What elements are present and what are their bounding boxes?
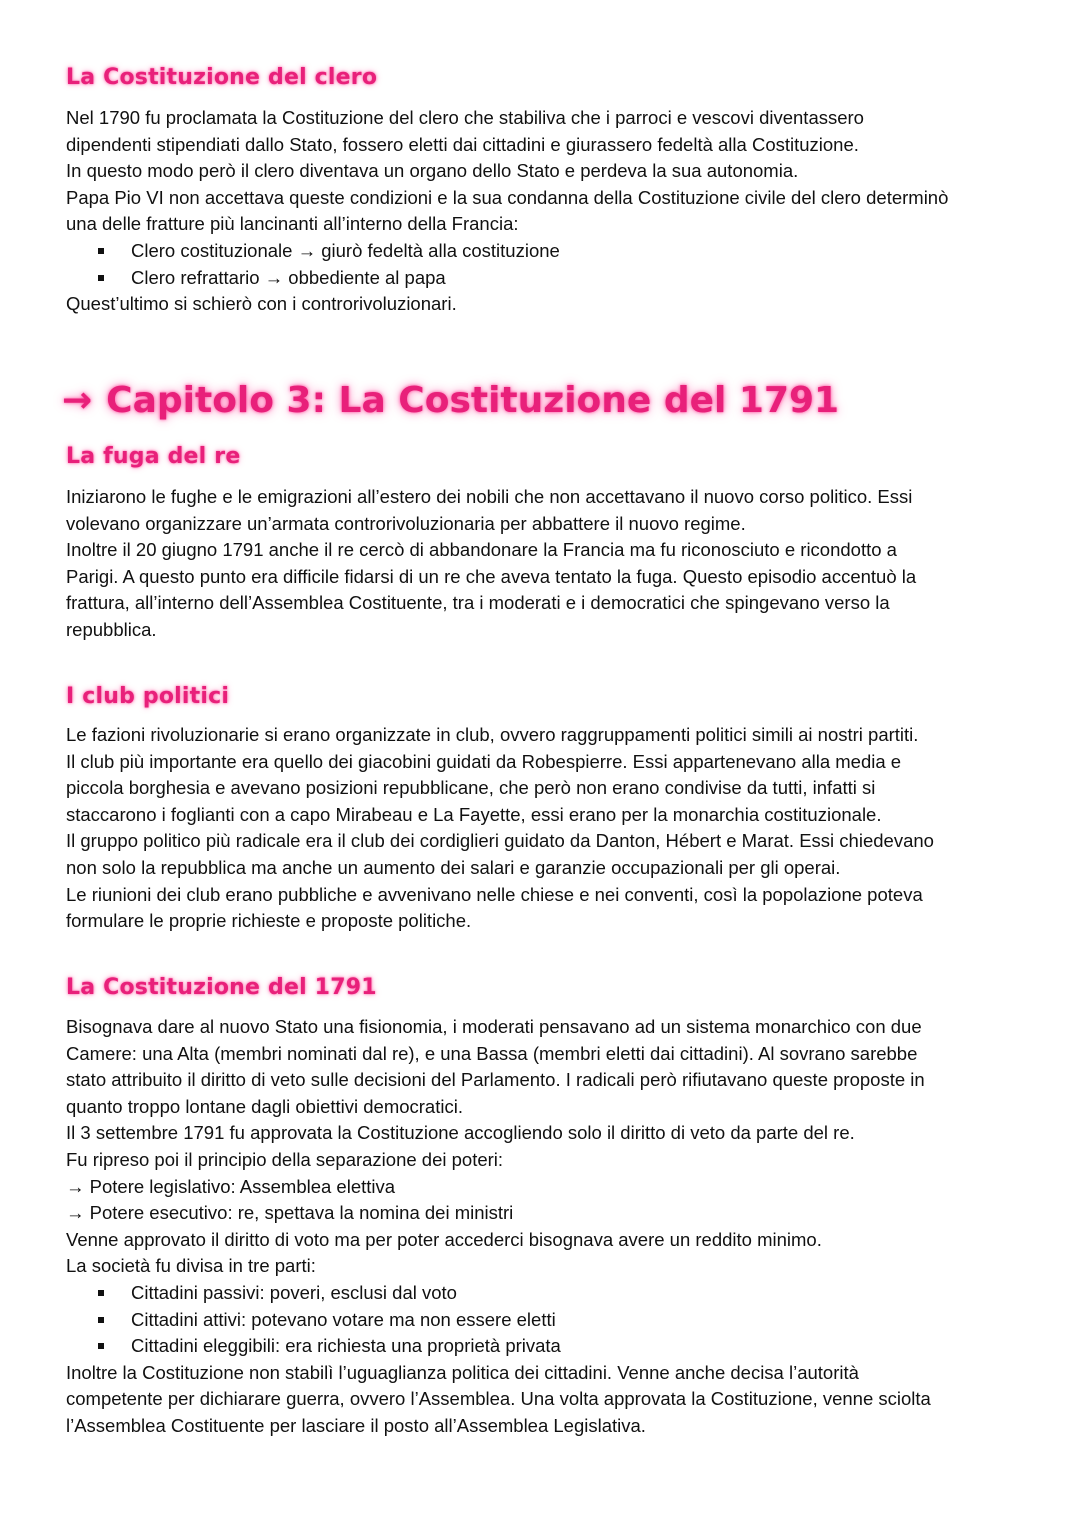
bullet-list — [66, 238, 1026, 291]
paragraph-line: Quest’ultimo si schierò con i controrivoluzionari. — [66, 293, 457, 315]
paragraph-line: staccarono i foglianti con a capo Mirabeau e La Fayette, essi erano per la monarchia costituzionale. — [66, 803, 882, 825]
paragraph-line: Camere: una Alta (membri nominati dal re), e una Bassa (membri eletti dai cittadini). Al sovrano sarebbe — [66, 1042, 918, 1064]
square-bullet-icon — [98, 1290, 104, 1296]
square-bullet-icon — [98, 275, 104, 281]
list-item-text: Cittadini passivi: poveri, esclusi dal voto — [131, 1281, 457, 1303]
paragraph-line: stato attribuito il diritto di veto sulle decisioni del Parlamento. I radicali però rifiutavano queste proposte in — [66, 1069, 925, 1091]
paragraph-line: Iniziarono le fughe e le emigrazioni all’estero dei nobili che non accettavano il nuovo corso politico. Essi — [66, 486, 913, 507]
paragraph-line: quanto troppo lontane dagli obiettivi democratici. — [66, 1095, 463, 1117]
list-item — [66, 1280, 1026, 1307]
paragraph-line: → Potere esecutivo: re, spettava la nomina dei ministri — [66, 1202, 514, 1224]
paragraph-line: volevano organizzare un’armata controrivoluzionaria per abbattere il nuovo regime. — [66, 512, 746, 534]
list-item-text: Clero costituzionale → giurò fedeltà alla costituzione — [131, 239, 560, 261]
section-body — [66, 722, 1026, 935]
paragraph-line: Il gruppo politico più radicale era il club dei cordiglieri guidato da Danton, Hébert e Marat. Essi chiedevano — [66, 830, 934, 852]
section-heading: I club politici — [66, 684, 230, 709]
chapter-title — [62, 378, 839, 424]
paragraph-line: Bisognava dare al nuovo Stato una fisionomia, i moderati pensavano ad un sistema monarchico con due — [66, 1016, 922, 1037]
section-costituzione-clero — [66, 64, 1026, 92]
square-bullet-icon — [98, 248, 104, 254]
paragraph-line: competente per dichiarare guerra, ovvero l’Assemblea. Una volta approvata la Costituzione, venne sciolta — [66, 1388, 931, 1410]
paragraph-line: l’Assemblea Costituente per lasciare il posto all’Assemblea Legislativa. — [66, 1414, 646, 1436]
list-item-text: Cittadini eleggibili: era richiesta una proprietà privata — [131, 1335, 561, 1357]
paragraph-line: frattura, all’interno dell’Assemblea Costituente, tra i moderati e i democratici che spingevano verso la — [66, 592, 890, 614]
list-item-text: Cittadini attivi: potevano votare ma non essere eletti — [131, 1308, 556, 1330]
paragraph-line: Fu ripreso poi il principio della separazione dei poteri: — [66, 1148, 504, 1170]
paragraph-line: → Potere legislativo: Assemblea elettiva — [66, 1175, 396, 1197]
paragraph-line: Il club più importante era quello dei giacobini guidati da Robespierre. Essi appartenevano alla media e — [66, 750, 902, 772]
section-fuga-del-re — [66, 443, 1026, 471]
paragraph-line: Papa Pio VI non accettava queste condizioni e la sua condanna della Costituzione civile del clero determinò — [66, 186, 949, 208]
section-body — [66, 1014, 1026, 1440]
paragraph-line: repubblica. — [66, 618, 157, 640]
list-item — [66, 1307, 1026, 1334]
paragraph-line: Inoltre la Costituzione non stabilì l’uguaglianza politica dei cittadini. Venne anche decisa l’autorità — [66, 1361, 859, 1383]
paragraph-line: Il 3 settembre 1791 fu approvata la Costituzione accogliendo solo il diritto di veto da parte del re. — [66, 1122, 855, 1144]
paragraph-line: piccola borghesia e avevano posizioni repubblicane, che però non erano condivise da tutti, infatti si — [66, 777, 876, 799]
paragraph-line: formulare le proprie richieste e proposte politiche. — [66, 910, 472, 932]
paragraph-line: Le riunioni dei club erano pubbliche e avvenivano nelle chiese e nei conventi, così la popolazione poteva — [66, 883, 923, 905]
section-heading: La fuga del re — [66, 444, 241, 469]
arrow-right-icon: → — [62, 380, 93, 421]
paragraph-line: dipendenti stipendiati dallo Stato, fossero eletti dai cittadini e giurassero fedeltà alla Costituzione. — [66, 133, 859, 155]
section-heading: La Costituzione del 1791 — [66, 975, 377, 1000]
paragraph-line: non solo la repubblica ma anche un aumento dei salari e garanzie occupazionali per gli operai. — [66, 856, 841, 878]
square-bullet-icon — [98, 1317, 104, 1323]
list-item — [66, 265, 1026, 292]
paragraph-line: una delle fratture più lancinanti all’interno della Francia: — [66, 213, 519, 235]
list-item — [66, 1333, 1026, 1360]
paragraph-line: Venne approvato il diritto di voto ma per poter accederci bisognava avere un reddito minimo. — [66, 1228, 822, 1250]
list-item-text: Clero refrattario → obbediente al papa — [131, 266, 446, 288]
bullet-list — [66, 1280, 1026, 1360]
section-costituzione-1791 — [66, 974, 1026, 1002]
paragraph-line: In questo modo però il clero diventava un organo dello Stato e perdeva la sua autonomia. — [66, 160, 799, 182]
paragraph-line: Inoltre il 20 giugno 1791 anche il re cercò di abbandonare la Francia ma fu riconosciuto e ricondotto a — [66, 539, 897, 561]
section-body — [66, 484, 1026, 644]
chapter-title-text: Capitolo 3: La Costituzione del 1791 — [106, 380, 840, 421]
section-heading: La Costituzione del clero — [66, 65, 378, 90]
section-body — [66, 105, 1026, 318]
square-bullet-icon — [98, 1343, 104, 1349]
section-club-politici — [66, 683, 1026, 711]
paragraph-line: Nel 1790 fu proclamata la Costituzione del clero che stabiliva che i parroci e vescovi diventassero — [66, 107, 864, 128]
list-item — [66, 238, 1026, 265]
paragraph-line: Parigi. A questo punto era difficile fidarsi di un re che aveva tentato la fuga. Questo episodio accentuò la — [66, 565, 917, 587]
paragraph-line: Le fazioni rivoluzionarie si erano organizzate in club, ovvero raggruppamenti politici simili ai nostri partiti. — [66, 724, 919, 745]
paragraph-line: La società fu divisa in tre parti: — [66, 1255, 316, 1277]
